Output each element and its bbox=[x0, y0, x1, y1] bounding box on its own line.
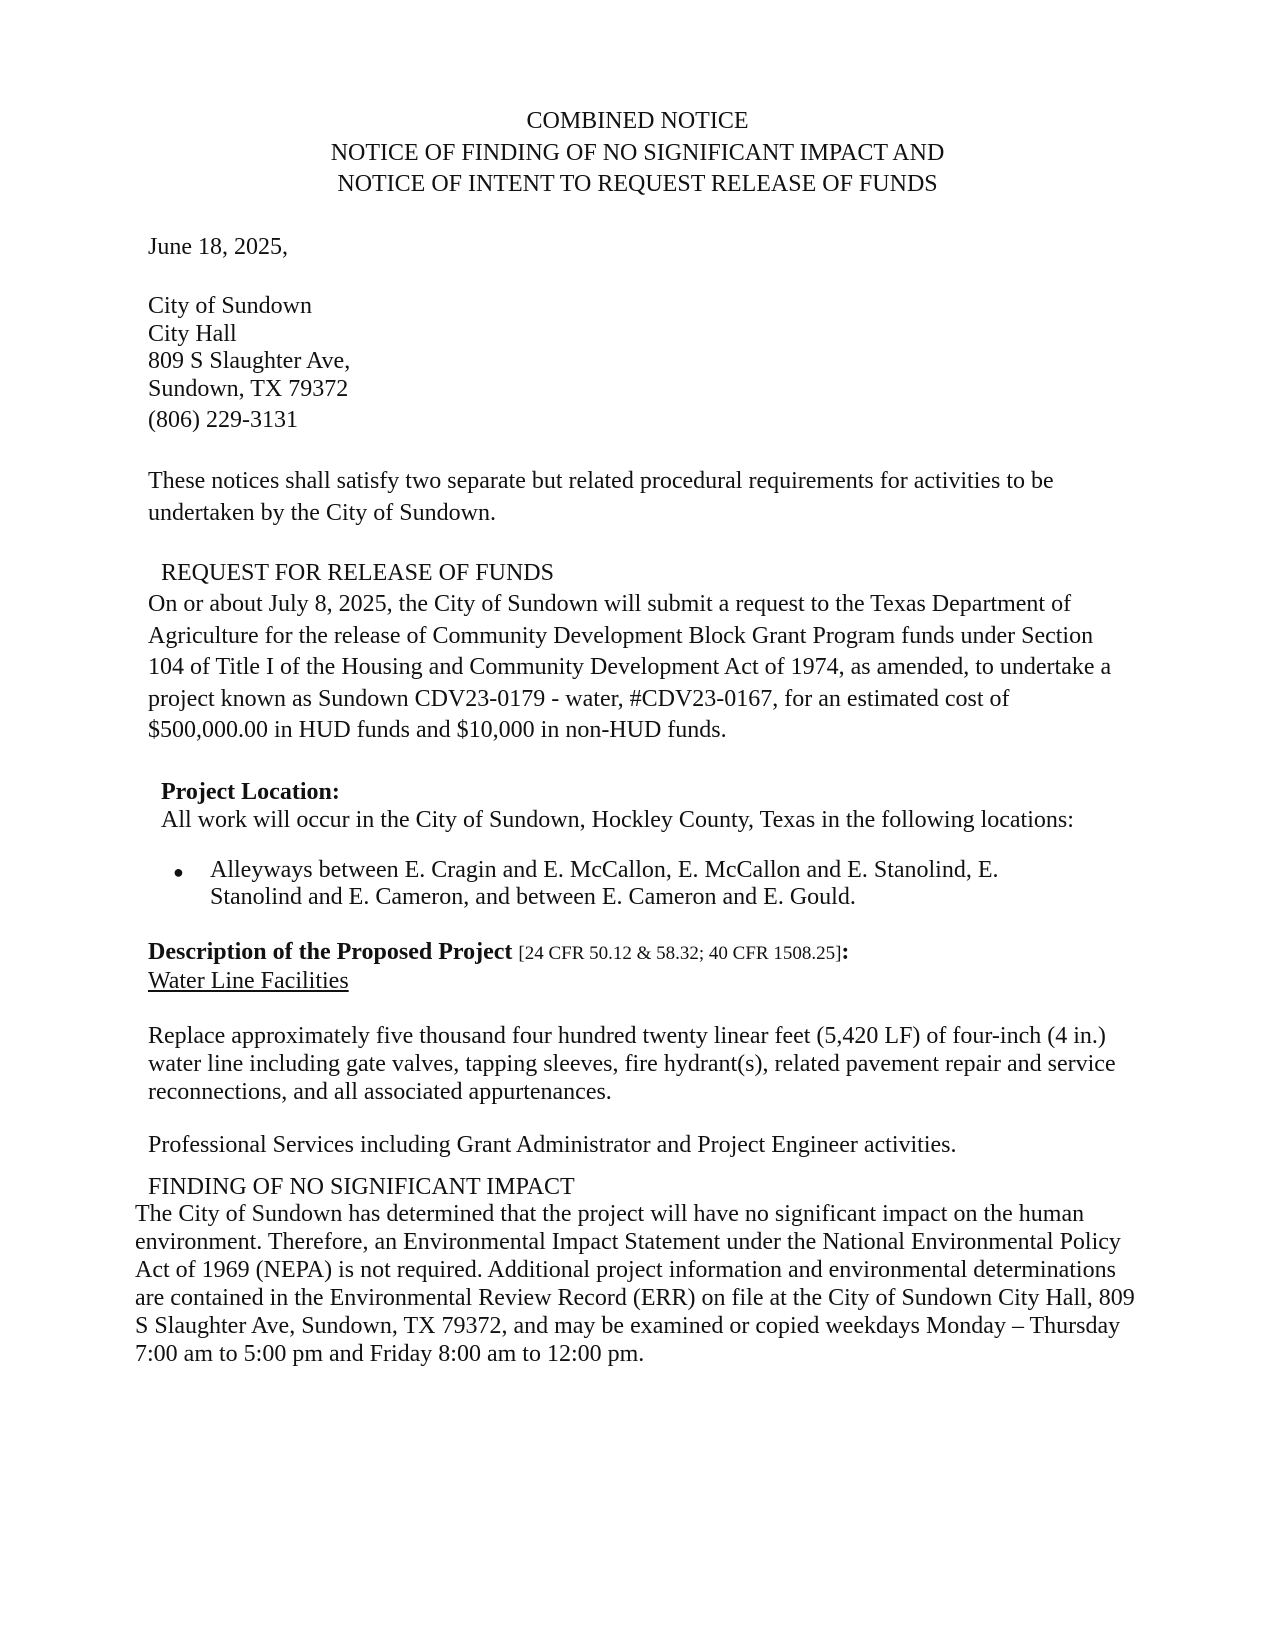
intro-paragraph: These notices shall satisfy two separate but related procedural requirements for activities to be undertaken by the City of Sundown. bbox=[148, 468, 1054, 526]
rrof-paragraph: On or about July 8, 2025, the City of Sundown will submit a request to the Texas Department of Agriculture for the release of Community Development Block Grant Program funds under Section 104 of Title I of the Housing and Community Development Act of 1974, as amended, to undertake a project known as Sundown CDV23-0179 - water, #CDV23-0167, for an estimated cost of $500,000.00 in HUD funds and $10,000 in non-HUD funds. bbox=[148, 591, 1112, 743]
address-line: Sundown, TX 79372 bbox=[148, 376, 349, 402]
phone-number: (806) 229-3131 bbox=[148, 407, 298, 433]
fonsi-heading: FINDING OF NO SIGNIFICANT IMPACT bbox=[148, 1174, 575, 1200]
header-title: COMBINED NOTICE bbox=[526, 108, 749, 134]
address-line: 809 S Slaughter Ave, bbox=[148, 348, 351, 374]
list-item: Alleyways between E. Cragin and E. McCallon, E. McCallon and E. Stanolind, E. Stanolind and E. Cameron, and between E. Cameron and E. Gould. bbox=[210, 857, 999, 910]
description-heading bbox=[148, 939, 849, 966]
professional-services-paragraph: Professional Services including Grant Administrator and Project Engineer activities. bbox=[148, 1132, 957, 1158]
project-location-heading: Project Location: bbox=[161, 779, 340, 805]
bullet-icon: ● bbox=[173, 862, 184, 882]
notice-date: June 18, 2025, bbox=[148, 234, 288, 260]
fonsi-paragraph: The City of Sundown has determined that the project will have no significant impact on the human environment. Therefore, an Environmental Impact Statement under the National Environmental Policy Act of 1969 (NEPA) is not required. Additional project information and environmental determinations are contained in the Environmental Review Record (ERR) on file at the City of Sundown City Hall, 809 S Slaughter Ave, Sundown, TX 79372, and may be examined or copied weekdays Monday – Thursday 7:00 am to 5:00 pm and Friday 8:00 am to 12:00 pm. bbox=[135, 1201, 1135, 1367]
address-line: City of Sundown bbox=[148, 293, 313, 319]
project-location-text: All work will occur in the City of Sundown, Hockley County, Texas in the following locations: bbox=[161, 807, 1074, 833]
description-subheading: Water Line Facilities bbox=[148, 968, 349, 994]
header-subtitle-nоirrof: NOTICE OF INTENT TO REQUEST RELEASE OF FUNDS bbox=[337, 171, 938, 197]
description-citation: [24 CFR 50.12 & 58.32; 40 CFR 1508.25] bbox=[518, 943, 842, 964]
description-colon: : bbox=[841, 939, 850, 965]
address-line: City Hall bbox=[148, 321, 237, 347]
rrof-heading: REQUEST FOR RELEASE OF FUNDS bbox=[161, 560, 554, 586]
header-subtitle-fonsi: NOTICE OF FINDING OF NO SIGNIFICANT IMPACT AND bbox=[330, 140, 945, 166]
description-paragraph: Replace approximately five thousand four hundred twenty linear feet (5,420 LF) of four-inch (4 in.) water line including gate valves, tapping sleeves, fire hydrant(s), related pavement repair and service reconnections, and all associated appurtenances. bbox=[148, 1023, 1116, 1105]
description-heading-text: Description of the Proposed Project bbox=[148, 939, 513, 965]
